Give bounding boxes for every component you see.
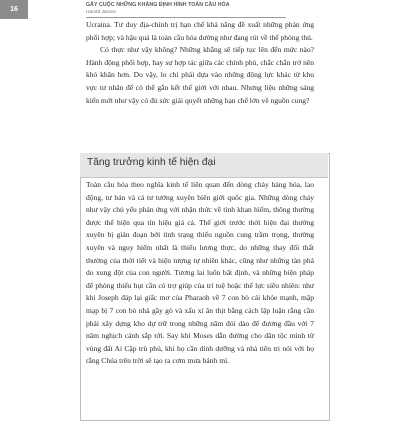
running-author: Harold James	[86, 10, 116, 15]
section-heading-bar	[80, 153, 328, 178]
section-body	[86, 179, 314, 368]
page-number: 16	[0, 0, 28, 19]
section-heading: Tăng trưởng kinh tế hiện đại	[87, 157, 216, 168]
intro-paragraph: Có thực như vậy không? Những khẳng sẽ tiếp tục lên đến mức nào? Hành động phối hợp, hay sự hợp tác giữa các chính phủ, chắc chắn trở nên khó khăn hơn. Do vậy, lo chỉ phải dựa vào những động lực khác từ khu vực tư nhân để có thể gắn kết thế giới với nhau. Nhưng liệu những sáng kiến mới như vậy có đủ sức giải quyết những hạn chế lớn về nguồn cung?	[86, 45, 314, 105]
intro-paragraph: Ucraina. Tư duy địa-chính trị hạn chế khả năng đề xuất những phản ứng phối hợp; và hậu quả là toàn cầu hóa dường như đang rút về thế phòng thủ.	[86, 20, 314, 42]
intro-text	[86, 19, 314, 107]
running-title: GÂY CUỘC NHỮNG KHẲNG ĐỊNH HÌNH TOÀN CẦU HÓA	[86, 2, 230, 8]
header-divider	[86, 17, 286, 18]
section-paragraph: Toàn cầu hóa theo nghĩa kinh tế liên quan đến dòng chảy hàng hóa, lao động, tư bản và cả tư tưởng xuyên biên giới quốc gia. Những dòng chảy như vậy chủ yếu phản ứng với nhận thức về tình khan hiếm, thông thường được thể hiện qua tín hiệu giá cả. Thế giới trước thời hiện đại thường xuyên bị gián đoạn bởi tình trạng thiếu nguồn cung trầm trọng, thường xuyên và nguy hiểm nhất là thiếu lương thực, do những thay đổi thất thường của thời tiết và hiện tượng tự nhiên khác, cũng như những tàn phá do xung đột của con người. Tương lai luôn bất định, và những biện pháp để phòng thiếu hụt cần có trợ giúp của trí tuệ hoặc thế lực siêu nhiên: như khi Joseph đáp lại giấc mơ của Pharaoh về 7 con bò cái khỏe mạnh, mập mạp bị 7 con bò nhà gầy gò và xấu xí ăn thịt bằng cách lập luận rằng cần phải xây dựng kho dự trữ trong những năm đói dào để đương đầu với 7 năm nghịch cảnh sắp tới. Say khi Moses dẫn đường cho dân tộc mình từ vùng đất Ai Cập trù phú, khi họ cần dinh dưỡng và nhà tiên tri nói với họ rằng Chúa trên trời sẽ tạo ra cơm mưa bánh mì.	[86, 180, 314, 366]
